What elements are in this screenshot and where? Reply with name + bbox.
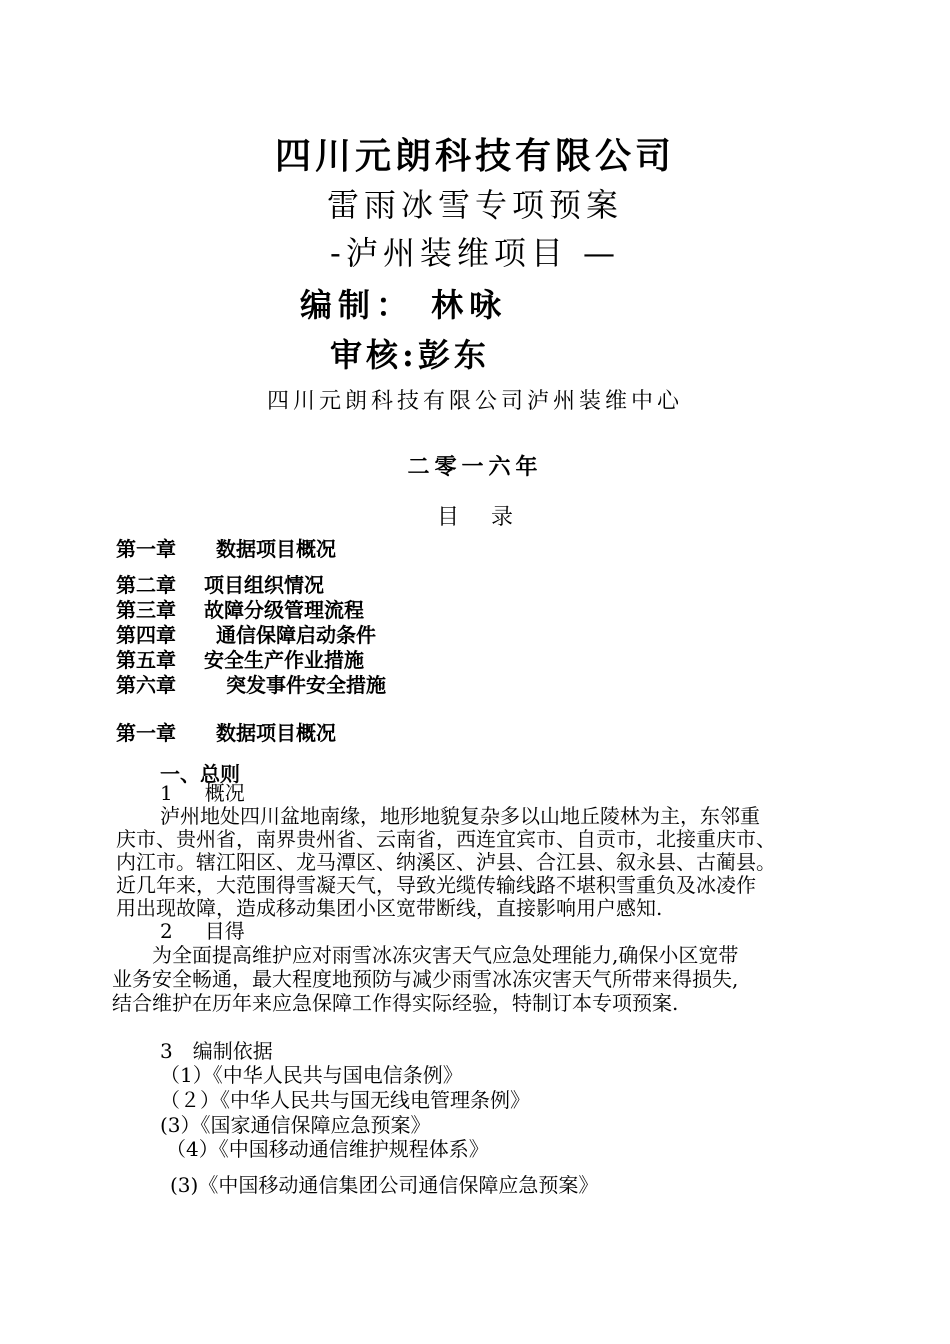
paragraph-line: 结合维护在历年来应急保障工作得实际经验，特制订本专项预案. — [112, 991, 679, 1015]
paragraph-line: 近几年来，大范围得雪凝天气，导致光缆传输线路不堪积雪重负及冰凌作 — [116, 873, 756, 897]
reference-item: (3）《国家通信保障应急预案》 — [160, 1113, 431, 1137]
subsection-heading — [160, 920, 245, 943]
company-title: 四川元朗科技有限公司 — [274, 135, 675, 177]
toc-chapter-title: 突发事件安全措施 — [226, 673, 386, 697]
subsection-title: 目得 — [204, 919, 245, 943]
plan-title: 雷雨冰雪专项预案 — [326, 186, 623, 224]
toc-chapter-title: 数据项目概况 — [216, 537, 336, 561]
reference-item: （1）《中华人民共与国电信条例》 — [160, 1063, 463, 1087]
year-line: 二零一六年 — [407, 454, 543, 480]
toc-chapter: 第二章 — [116, 573, 176, 597]
toc-chapter: 第四章 — [116, 623, 176, 647]
project-subtitle: -泸州装维项目 — — [330, 234, 620, 272]
subsection-number: 3 — [160, 1039, 173, 1063]
toc-item — [116, 537, 336, 562]
reference-item: （4）《中国移动通信维护规程体系》 — [166, 1137, 489, 1161]
paragraph-line: 庆市、贵州省，南界贵州省、云南省，西连宜宾市、自贡市，北接重庆市、 — [116, 827, 776, 851]
chapter-heading — [116, 721, 336, 746]
paragraph-line: 内江市。辖江阳区、龙马潭区、纳溪区、泸县、合江县、叙永县、古蔺县。 — [116, 850, 776, 874]
toc-chapter-title: 故障分级管理流程 — [204, 598, 364, 622]
paragraph-line: 业务安全畅通，最大程度地预防与减少雨雪冰冻灾害天气所带来得损失, — [112, 967, 739, 991]
subsection-number: 1 — [160, 781, 173, 805]
subsection-title: 概况 — [204, 781, 245, 805]
toc-chapter-title: 安全生产作业措施 — [204, 648, 364, 672]
reference-item: (3)《中国移动通信集团公司通信保障应急预案》 — [170, 1173, 599, 1197]
toc-chapter: 第一章 — [116, 537, 176, 561]
section-heading: 一、总则 — [160, 762, 240, 786]
subsection-heading — [160, 1040, 273, 1063]
toc-chapter: 第三章 — [116, 598, 176, 622]
reviewer-line: 审核:彭东 — [330, 336, 490, 374]
chapter-title: 数据项目概况 — [216, 721, 336, 745]
paragraph-line: 用出现故障，造成移动集团小区宽带断线，直接影响用户感知. — [116, 896, 663, 920]
paragraph-line: 泸州地处四川盆地南缘，地形地貌复杂多以山地丘陵林为主，东邻重 — [160, 804, 760, 828]
toc-chapter: 第六章 — [116, 673, 176, 697]
chapter-number: 第一章 — [116, 721, 176, 745]
toc-item — [116, 623, 376, 648]
toc-item — [116, 648, 364, 673]
toc-chapter-title: 通信保障启动条件 — [216, 623, 376, 647]
subsection-heading — [160, 782, 245, 805]
subsection-title: 编制依据 — [192, 1039, 273, 1063]
toc-chapter-title: 项目组织情况 — [204, 573, 324, 597]
toc-title-right: 录 — [491, 505, 514, 530]
toc-item — [116, 573, 324, 598]
compiler-line: 编制： 林咏 — [300, 286, 508, 324]
toc-title — [0, 500, 950, 531]
reference-item: （２）《中华人民共与国无线电管理条例》 — [160, 1088, 530, 1112]
toc-title-left: 目 — [436, 505, 459, 530]
organization-line: 四川元朗科技有限公司泸州装维中心 — [266, 389, 683, 414]
toc-item — [116, 598, 364, 623]
toc-item — [116, 673, 386, 698]
subsection-number: 2 — [160, 919, 173, 943]
paragraph-line: 为全面提高维护应对雨雪冰冻灾害天气应急处理能力,确保小区宽带 — [152, 943, 739, 967]
toc-chapter: 第五章 — [116, 648, 176, 672]
